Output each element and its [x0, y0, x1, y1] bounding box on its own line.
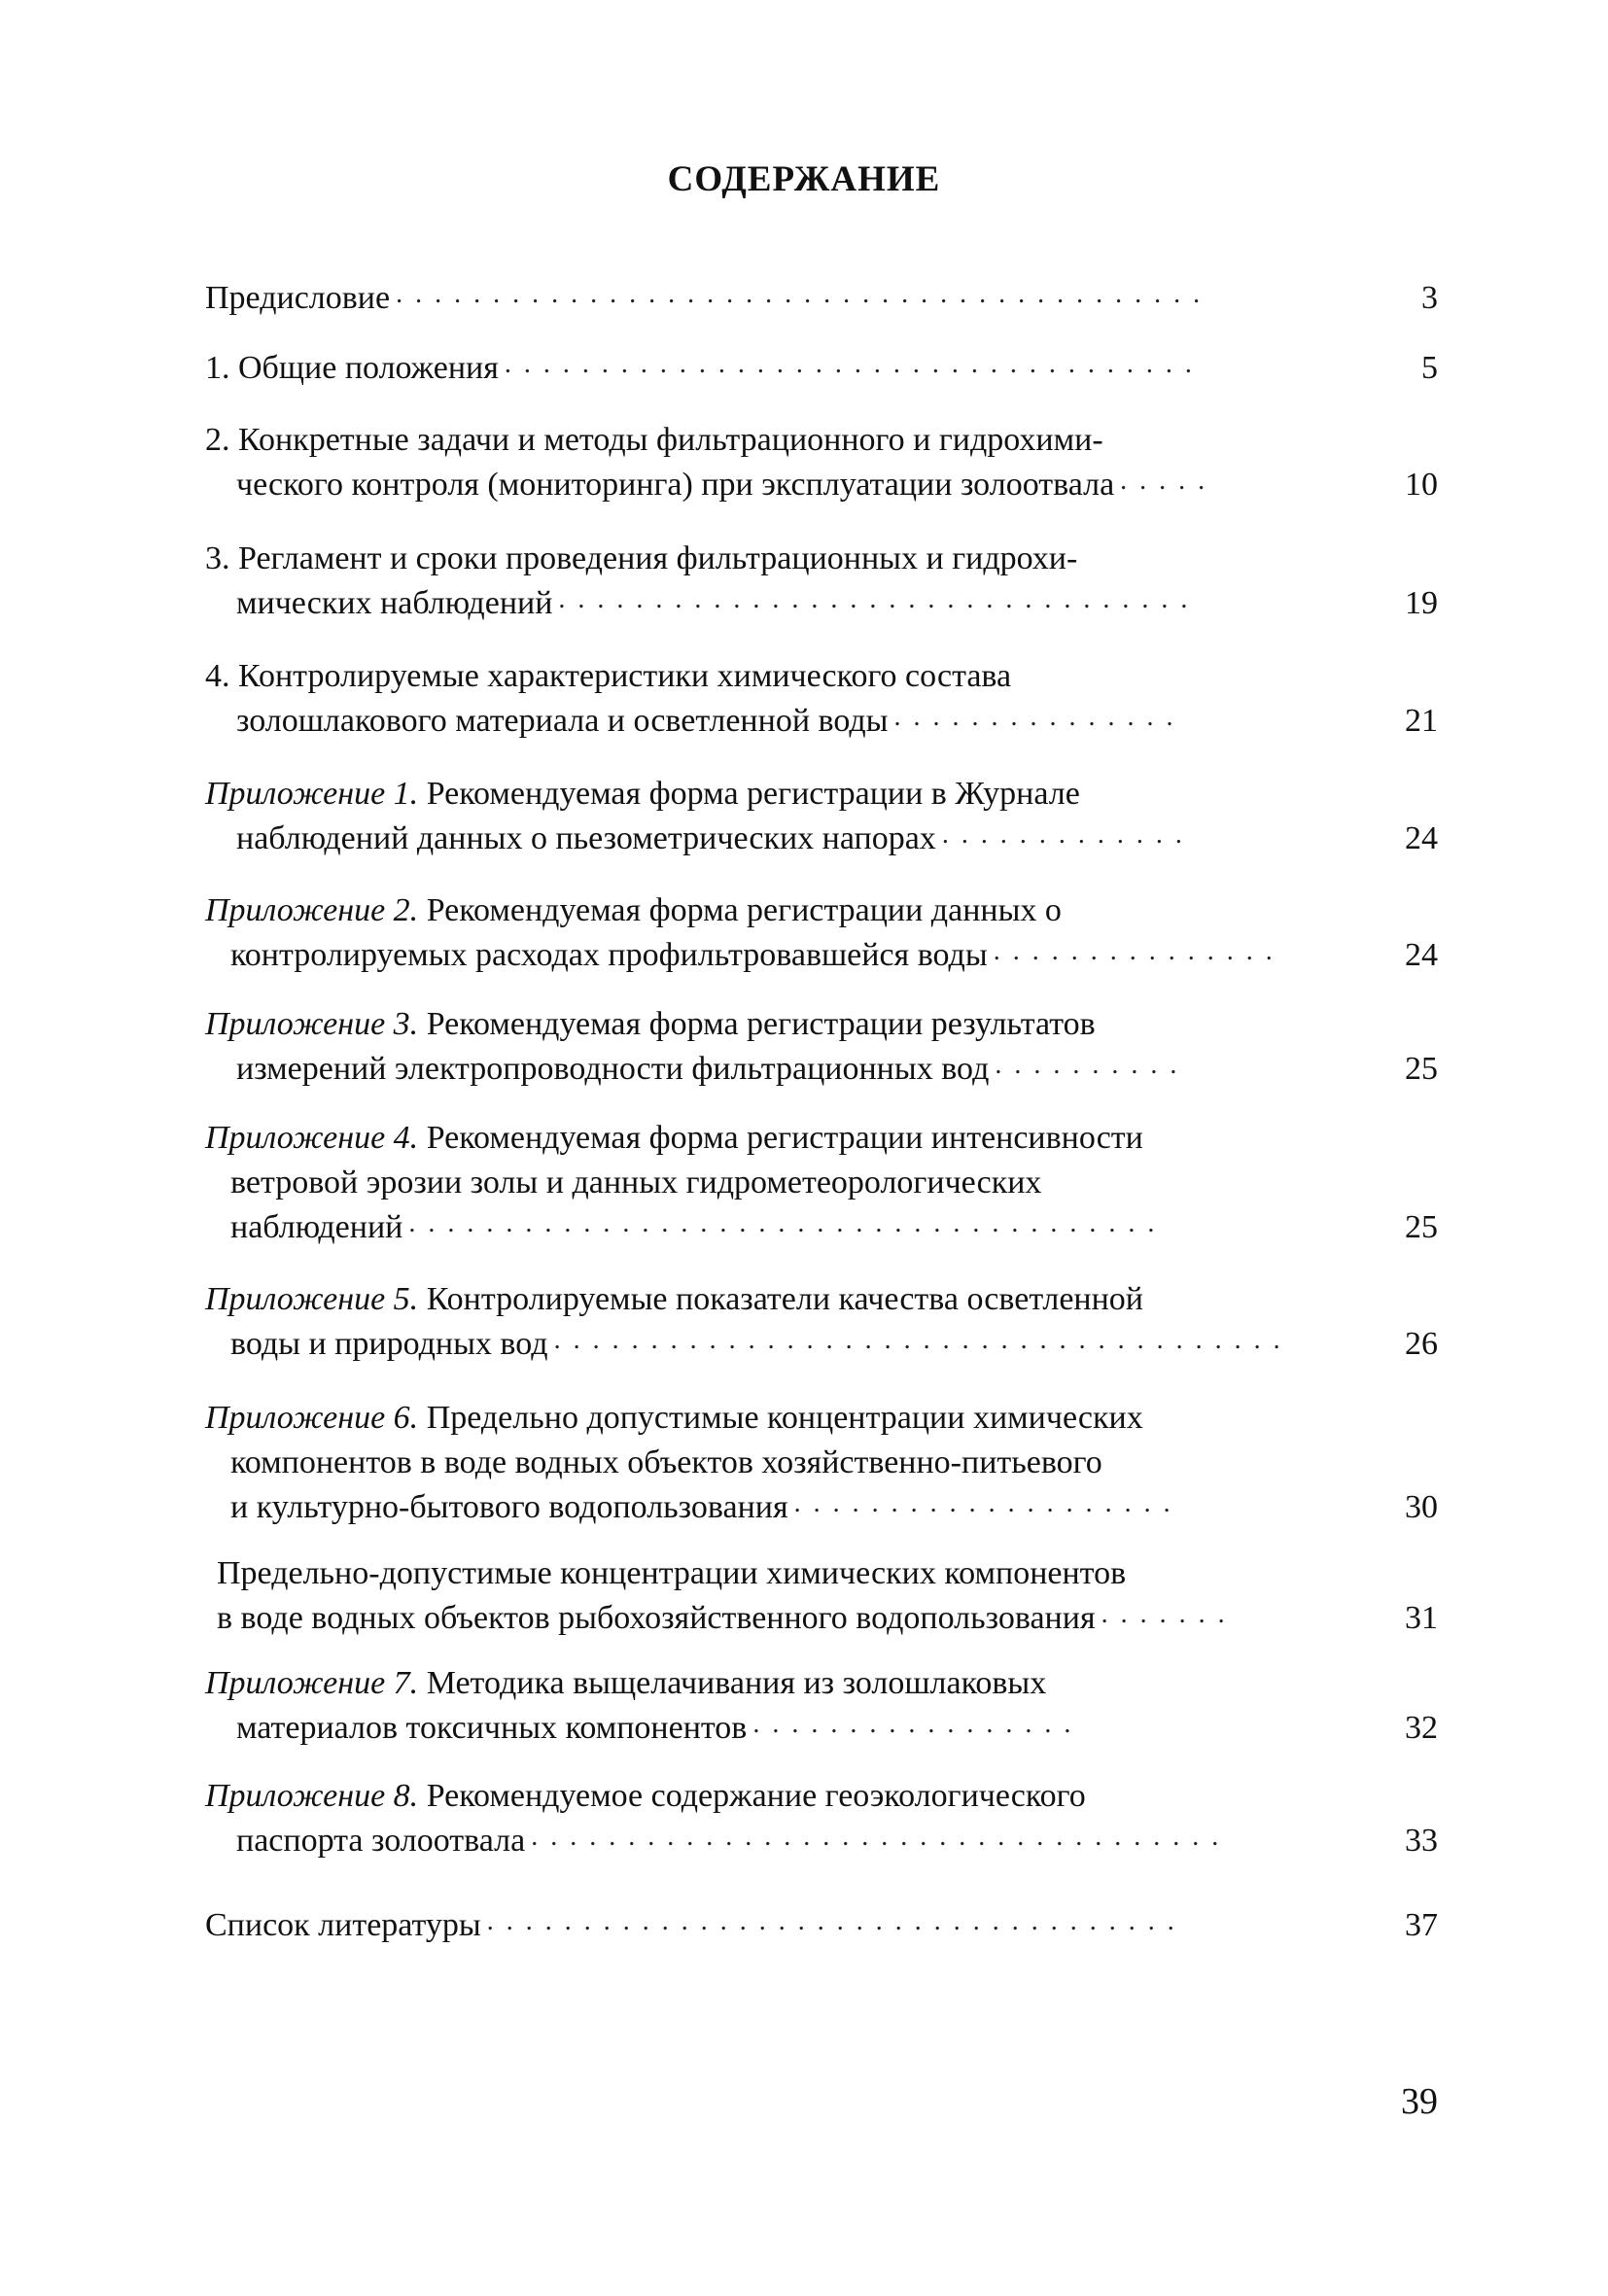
toc-entry-appendix-5[interactable]: [205, 1277, 1438, 1367]
toc-entry-appendix-2[interactable]: [205, 888, 1438, 978]
appendix-label: Приложение 6.: [205, 1400, 419, 1436]
toc-entry-appendix-6[interactable]: [205, 1396, 1438, 1530]
appendix-label: Приложение 5.: [205, 1281, 419, 1317]
appendix-label: Приложение 8.: [205, 1778, 419, 1814]
toc-page-number: 10: [1405, 467, 1438, 503]
toc-entry-text: Список литературы: [205, 1907, 481, 1943]
toc-page-number: 25: [1405, 1051, 1438, 1087]
toc-page-number: 24: [1405, 937, 1438, 973]
toc-entry-4[interactable]: [205, 654, 1438, 744]
toc-leader: . . . . . . . . . . . . .: [941, 819, 1185, 850]
toc-leader: . . . . . . . . . . . . . . . . . . . . . . . . . . . . . . . . . . . . . . . . . .: [396, 279, 1204, 309]
toc-entry-text: Предисловие: [205, 280, 391, 316]
toc-leader: . . . . . . . . . .: [995, 1050, 1180, 1080]
toc-entry-appendix-8[interactable]: [205, 1774, 1438, 1863]
toc-entry-text: 4. Контролируемые характеристики химического состава: [205, 658, 1012, 694]
toc-entry-text: Рекомендуемая форма регистрации в Журнале: [418, 776, 1080, 812]
appendix-label: Приложение 1.: [205, 776, 419, 812]
toc-entry-text: и культурно-бытового водопользования: [230, 1489, 788, 1525]
toc-page-number: 3: [1421, 280, 1438, 316]
toc-leader: . . . . . . . . . . . . . . . . . . . . . . . . . . . . . . . . . . . . . . .: [408, 1208, 1158, 1238]
toc-entry-text: ветровой эрозии золы и данных гидрометеорологических: [230, 1165, 1042, 1200]
toc-entry-text: контролируемых расходах профильтровавшейся воды: [230, 937, 988, 973]
toc-page-number: 33: [1405, 1823, 1438, 1859]
toc-entry-foreword[interactable]: [205, 276, 1438, 321]
toc-entry-3[interactable]: [205, 537, 1438, 626]
toc-entry-text: Рекомендуемое содержание геоэкологического: [418, 1778, 1086, 1814]
toc-leader: . . . . . . . . . . . . . . . . . . . . . . . . . . . . . . . . . . . .: [486, 1906, 1177, 1936]
toc-entry-1[interactable]: [205, 346, 1438, 391]
toc-entry-text: Рекомендуемая форма регистрации данных о: [418, 892, 1062, 928]
toc-entry-text: 1. Общие положения: [205, 350, 499, 386]
toc-leader: . . . . . . .: [1101, 1599, 1228, 1629]
toc-entry-text: Предельно допустимые концентрации химических: [418, 1400, 1143, 1436]
toc-entry-text: золошлакового материала и осветленной воды: [236, 703, 889, 739]
toc-page-number: 19: [1405, 585, 1438, 621]
toc-entry-text: Предельно-допустимые концентрации химических компонентов: [217, 1555, 1127, 1591]
toc-page-number: 26: [1405, 1326, 1438, 1362]
toc-entry-text: 3. Регламент и сроки проведения фильтрационных и гидрохи-: [205, 540, 1078, 576]
toc-leader: . . . . . . . . . . . . . . .: [893, 702, 1176, 732]
toc-entry-2[interactable]: [205, 418, 1438, 507]
toc-entry-text: Рекомендуемая форма регистрации результатов: [418, 1006, 1096, 1042]
toc-page-number: 5: [1421, 350, 1438, 386]
toc-leader: . . . . . . . . . . . . . . . . . . . . . . . . . . . . . . . . . . . .: [531, 1822, 1222, 1852]
toc-leader: . . . . . . . . . . . . . . .: [993, 936, 1276, 966]
toc-entry-text: в воде водных объектов рыбохозяйственного водопользования: [217, 1600, 1096, 1636]
toc-entry-references[interactable]: [205, 1903, 1438, 1948]
toc-entry-text: компонентов в воде водных объектов хозяйственно-питьевого: [230, 1444, 1102, 1480]
toc-entry-appendix-1[interactable]: [205, 772, 1438, 861]
appendix-label: Приложение 3.: [205, 1006, 419, 1042]
appendix-label: Приложение 2.: [205, 892, 419, 928]
toc-entry-text: Методика выщелачивания из золошлаковых: [418, 1665, 1047, 1701]
toc-page-number: 31: [1405, 1600, 1438, 1636]
toc-entry-text: наблюдений: [230, 1209, 403, 1245]
page-title: СОДЕРЖАНИЕ: [667, 159, 941, 199]
toc-entry-appendix-7[interactable]: [205, 1661, 1438, 1751]
appendix-label: Приложение 4.: [205, 1120, 419, 1156]
toc-leader: . . . . . . . . . . . . . . . . . . . . . . . . . . . . . . . . . . . . . .: [553, 1325, 1283, 1355]
toc-entry-appendix-3[interactable]: [205, 1002, 1438, 1092]
toc-leader: . . . . . . . . . . . . . . . . . . . . . . . . . . . . . . . . .: [558, 584, 1191, 614]
toc-entry-text: Контролируемые показатели качества осветленной: [418, 1281, 1143, 1317]
toc-leader: . . . . .: [1120, 466, 1208, 496]
toc-entry-text: материалов токсичных компонентов: [236, 1710, 748, 1746]
toc-leader: . . . . . . . . . . . . . . . . .: [752, 1709, 1074, 1739]
toc-leader: . . . . . . . . . . . . . . . . . . . .: [793, 1488, 1173, 1518]
toc-entry-text: воды и природных вод: [230, 1326, 548, 1362]
toc-entry-text: наблюдений данных о пьезометрических напорах: [236, 820, 936, 856]
page-number: 39: [1401, 2081, 1438, 2122]
toc-page-number: 25: [1405, 1209, 1438, 1245]
toc-page-number: 32: [1405, 1710, 1438, 1746]
toc-entry-text: 2. Конкретные задачи и методы фильтрационного и гидрохими-: [205, 422, 1103, 458]
toc-entry-text: мических наблюдений: [236, 585, 553, 621]
toc-entry-text: ческого контроля (мониторинга) при эксплуатации золоотвала: [236, 467, 1115, 503]
toc-entry-fish-mpc[interactable]: [205, 1551, 1438, 1641]
toc-page-number: 21: [1405, 703, 1438, 739]
toc-entry-text: Рекомендуемая форма регистрации интенсивности: [418, 1120, 1143, 1156]
toc-entry-text: измерений электропроводности фильтрационных вод: [236, 1051, 990, 1087]
toc-page-number: 37: [1405, 1907, 1438, 1943]
toc-page-number: 24: [1405, 820, 1438, 856]
toc-entry-text: паспорта золоотвала: [236, 1823, 526, 1859]
appendix-label: Приложение 7.: [205, 1665, 419, 1701]
toc-leader: . . . . . . . . . . . . . . . . . . . . . . . . . . . . . . . . . . . .: [504, 349, 1195, 379]
toc-entry-appendix-4[interactable]: [205, 1116, 1438, 1250]
toc-page-number: 30: [1405, 1489, 1438, 1525]
